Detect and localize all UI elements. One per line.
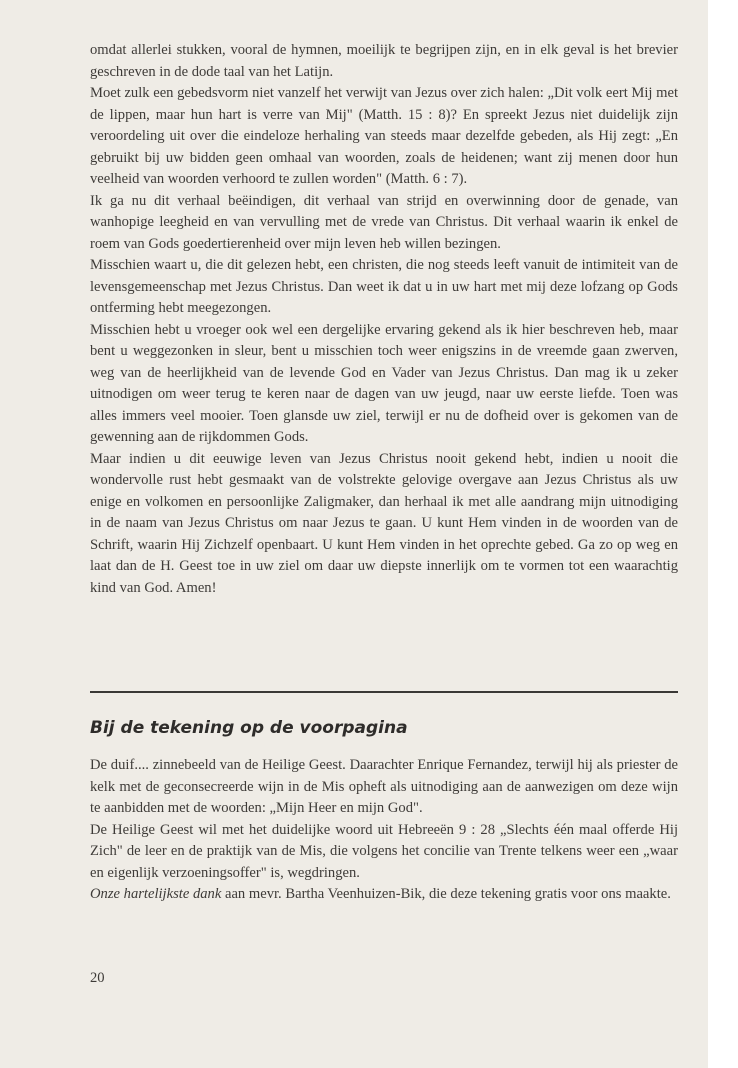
paragraph: Misschien waart u, die dit gelezen hebt, een christen, die nog steeds leeft vanuit de intimiteit van de levensgemeenschap met Jezus Christus. Dan weet ik dat u in uw hart met mij deze lofzang op Gods ontferming hebt meegezongen. xyxy=(90,257,678,316)
thanks-rest: aan mevr. Bartha Veenhuizen-Bik, die deze tekening gratis voor ons maakte. xyxy=(221,886,671,902)
paragraph: De Heilige Geest wil met het duidelijke woord uit Hebreeën 9 : 28 „Slechts één maal offerde Hij Zich" de leer en de praktijk van de Mis, die volgens het concilie van Trente telkens weer een „waar en eigenlijk verzoeningsoffer" is, wegdringen. xyxy=(90,821,678,881)
paragraph: Ik ga nu dit verhaal beëindigen, dit verhaal van strijd en overwinning door de genade, van wanhopige leegheid en van vervulling met de vrede van Christus. Dit verhaal waarin ik enkel de roem van Gods goedertierenheid over mijn leven heb willen bezingen. xyxy=(90,192,678,252)
paragraph: Moet zulk een gebedsvorm niet vanzelf het verwijt van Jezus over zich halen: „Dit volk eert Mij met de lippen, maar hun hart is verre van Mij" (Matth. 15 : 8)? En spreekt Jezus niet duidelijk zijn veroordeling uit over die eindeloze herhaling van steeds maar dezelfde gebeden, als Hij zegt: „En gebruikt bij uw bidden geen omhaal van woorden, zoals de heidenen; want zij menen door hun veelheid van woorden verhoord te zullen worden" (Matth. 6 : 7). xyxy=(90,85,679,187)
main-text xyxy=(90,40,678,599)
page-number: 20 xyxy=(90,970,105,986)
caption-text xyxy=(90,755,678,906)
page-margin xyxy=(708,0,738,1068)
paragraph: omdat allerlei stukken, vooral de hymnen, moeilijk te begrijpen zijn, en in elk geval is het brevier geschreven in de dode taal van het Latijn. xyxy=(90,42,678,80)
section-heading: Bij de tekening op de voorpagina xyxy=(90,718,408,738)
paragraph: Misschien hebt u vroeger ook wel een dergelijke ervaring gekend als ik hier beschreven heb, maar bent u weggezonken in sleur, bent u misschien toch weer enigszins in de vreemde gaan zwerven, weg van de heerlijkheid van de levende God en Vader van Jezus Christus. Dan mag ik u zeker uitnodigen om weer terug te keren naar de dagen van uw jeugd, naar uw eerste liefde. Toen was alles immers veel mooier. Toen glansde uw ziel, terwijl er nu de dofheid over is gekomen van de gewenning aan de rijkdommen Gods. xyxy=(90,321,678,445)
section-divider xyxy=(90,691,678,693)
thanks-paragraph xyxy=(90,884,678,906)
paragraph: Maar indien u dit eeuwige leven van Jezus Christus nooit gekend hebt, indien u nooit die wondervolle rust hebt gesmaakt van de volstrekte gelovige overgave aan Jezus Christus als uw enige en volkomen en persoonlijke Zaligmaker, dan herhaal ik met alle aandrang mijn uitnodiging in de naam van Jezus Christus om naar Jezus te gaan. U kunt Hem vinden in de woorden van de Schrift, waarin Hij Zichzelf openbaart. U kunt Hem vinden in het oprechte gebed. Ga zo op weg en laat dan de H. Geest toe in uw ziel om daar uw diepste innerlijk om te vormen tot een waarachtig kind van God. Amen! xyxy=(90,450,678,596)
thanks-emphasis: Onze hartelijkste dank xyxy=(90,886,222,902)
paragraph: De duif.... zinnebeeld van de Heilige Geest. Daarachter Enrique Fernandez, terwijl hij als priester de kelk met de geconsecreerde wijn in de Mis opheft als uitnodiging aan de aanwezigen om deze wijn te aanbidden met de woorden: „Mijn Heer en mijn God". xyxy=(90,757,678,816)
